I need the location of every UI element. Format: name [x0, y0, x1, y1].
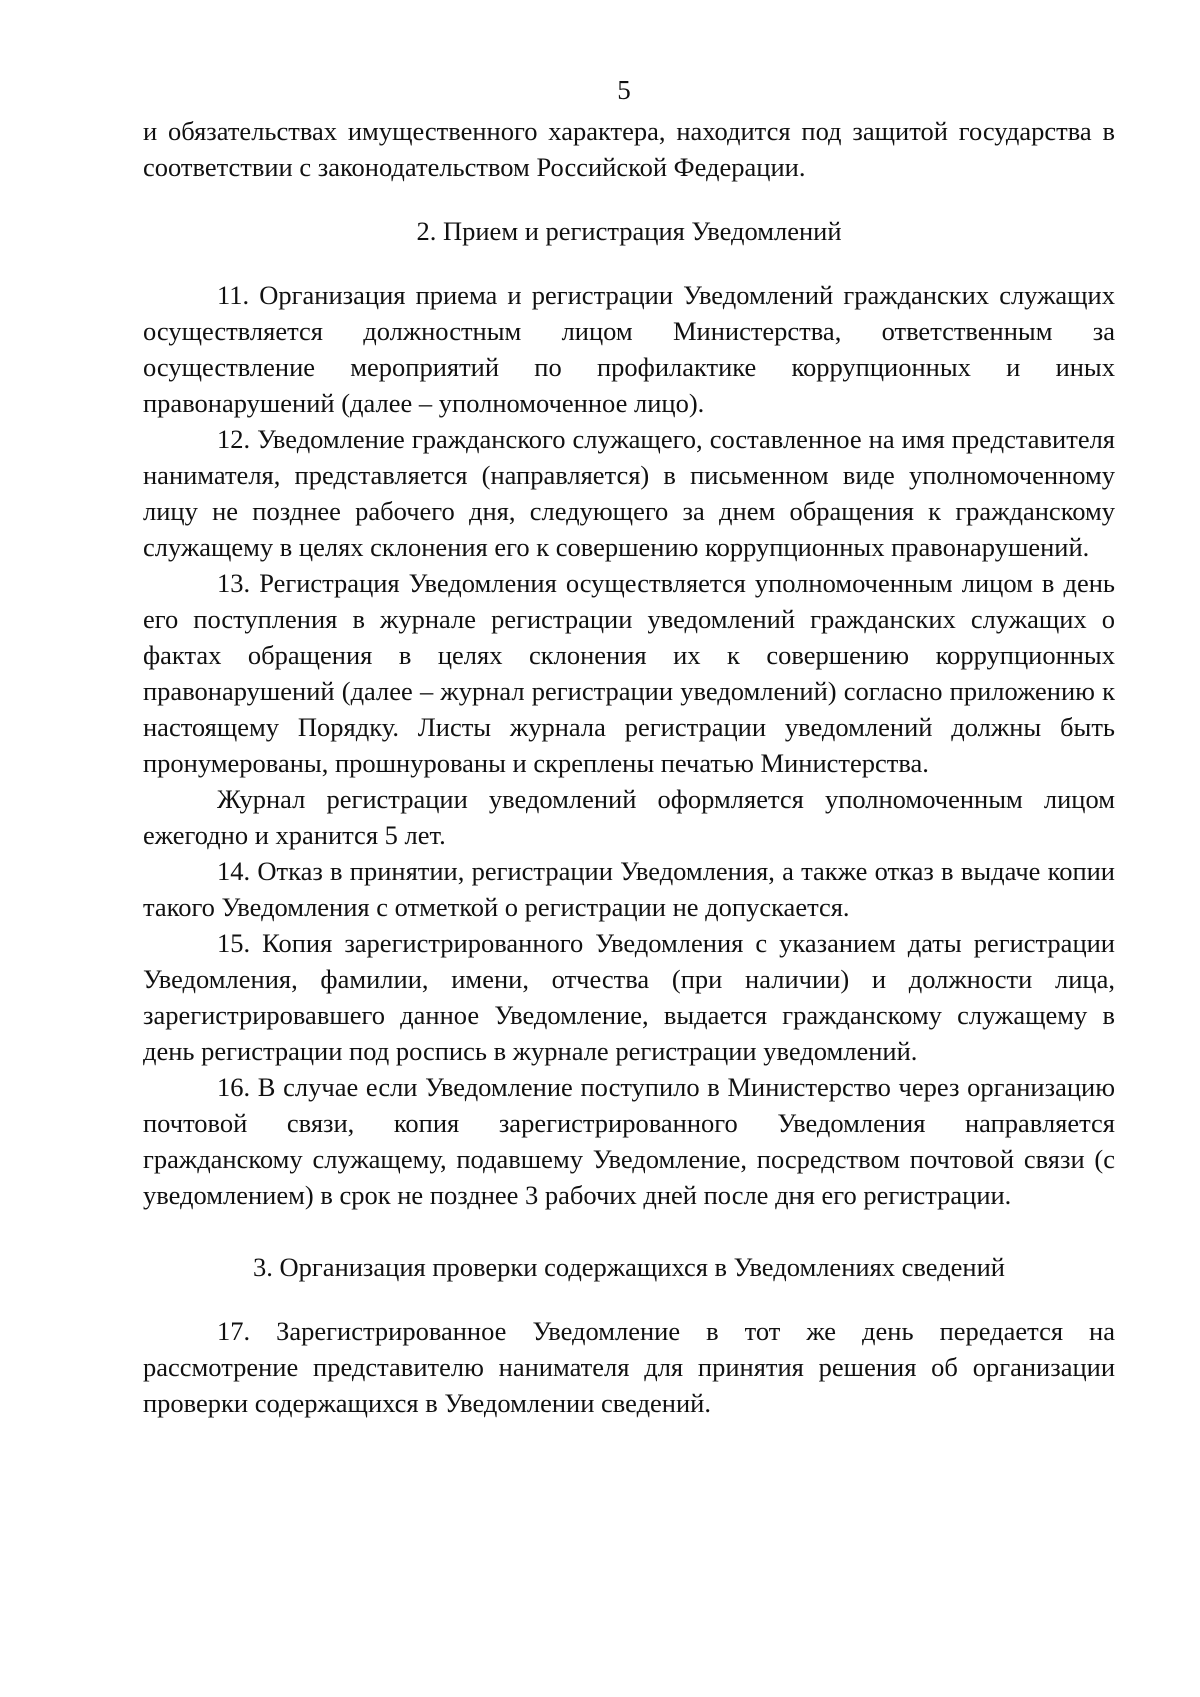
section-2-heading: 2. Прием и регистрация Уведомлений — [416, 216, 842, 246]
paragraph-14: 14. Отказ в принятии, регистрации Уведомления, а также отказ в выдаче копии такого Уведомления с отметкой о регистрации не допускается. — [143, 856, 1115, 922]
paragraph-16: 16. В случае если Уведомление поступило в Министерство через организацию почтовой связи, копия зарегистрированного Уведомления направляется гражданскому служащему, подавшему Уведомление, посредством почтовой связи (с уведомлением) в срок не позднее 3 рабочих дней после дня его регистрации. — [143, 1072, 1115, 1210]
paragraph-13: 13. Регистрация Уведомления осуществляется уполномоченным лицом в день его поступления в журнале регистрации уведомлений гражданских служащих о фактах обращения в целях склонения их к совершению коррупционных правонарушений (далее – журнал регистрации уведомлений) согласно приложению к настоящему Порядку. Листы журнала регистрации уведомлений должны быть пронумерованы, прошнурованы и скреплены печатью Министерства. — [143, 568, 1115, 778]
spacer — [143, 1285, 1115, 1313]
spacer — [143, 1213, 1115, 1249]
paragraph-13-journal: Журнал регистрации уведомлений оформляется уполномоченным лицом ежегодно и хранится 5 лет. — [143, 784, 1115, 850]
paragraph-12: 12. Уведомление гражданского служащего, составленное на имя представителя нанимателя, представляется (направляется) в письменном виде уполномоченному лицу не позднее рабочего дня, следующего за днем обращения к гражданскому служащему в целях склонения его к совершению коррупционных правонарушений. — [143, 424, 1115, 562]
spacer — [143, 249, 1115, 277]
document-body — [143, 113, 1115, 1421]
paragraph-continued: и обязательствах имущественного характера, находится под защитой государства в соответствии с законодательством Российской Федерации. — [143, 116, 1115, 182]
paragraph-15: 15. Копия зарегистрированного Уведомления с указанием даты регистрации Уведомления, фамилии, имени, отчества (при наличии) и должности лица, зарегистрировавшего данное Уведомление, выдается гражданскому служащему в день регистрации под роспись в журнале регистрации уведомлений. — [143, 928, 1115, 1066]
section-3-heading: 3. Организация проверки содержащихся в Уведомлениях сведений — [253, 1252, 1005, 1282]
paragraph-17: 17. Зарегистрированное Уведомление в тот же день передается на рассмотрение представителю нанимателя для принятия решения об организации проверки содержащихся в Уведомлении сведений. — [143, 1316, 1115, 1418]
page-number: 5 — [617, 75, 631, 105]
paragraph-11: 11. Организация приема и регистрации Уведомлений гражданских служащих осуществляется должностным лицом Министерства, ответственным за осуществление мероприятий по профилактике коррупционных и иных правонарушений (далее – уполномоченное лицо). — [143, 280, 1115, 418]
spacer — [143, 185, 1115, 213]
